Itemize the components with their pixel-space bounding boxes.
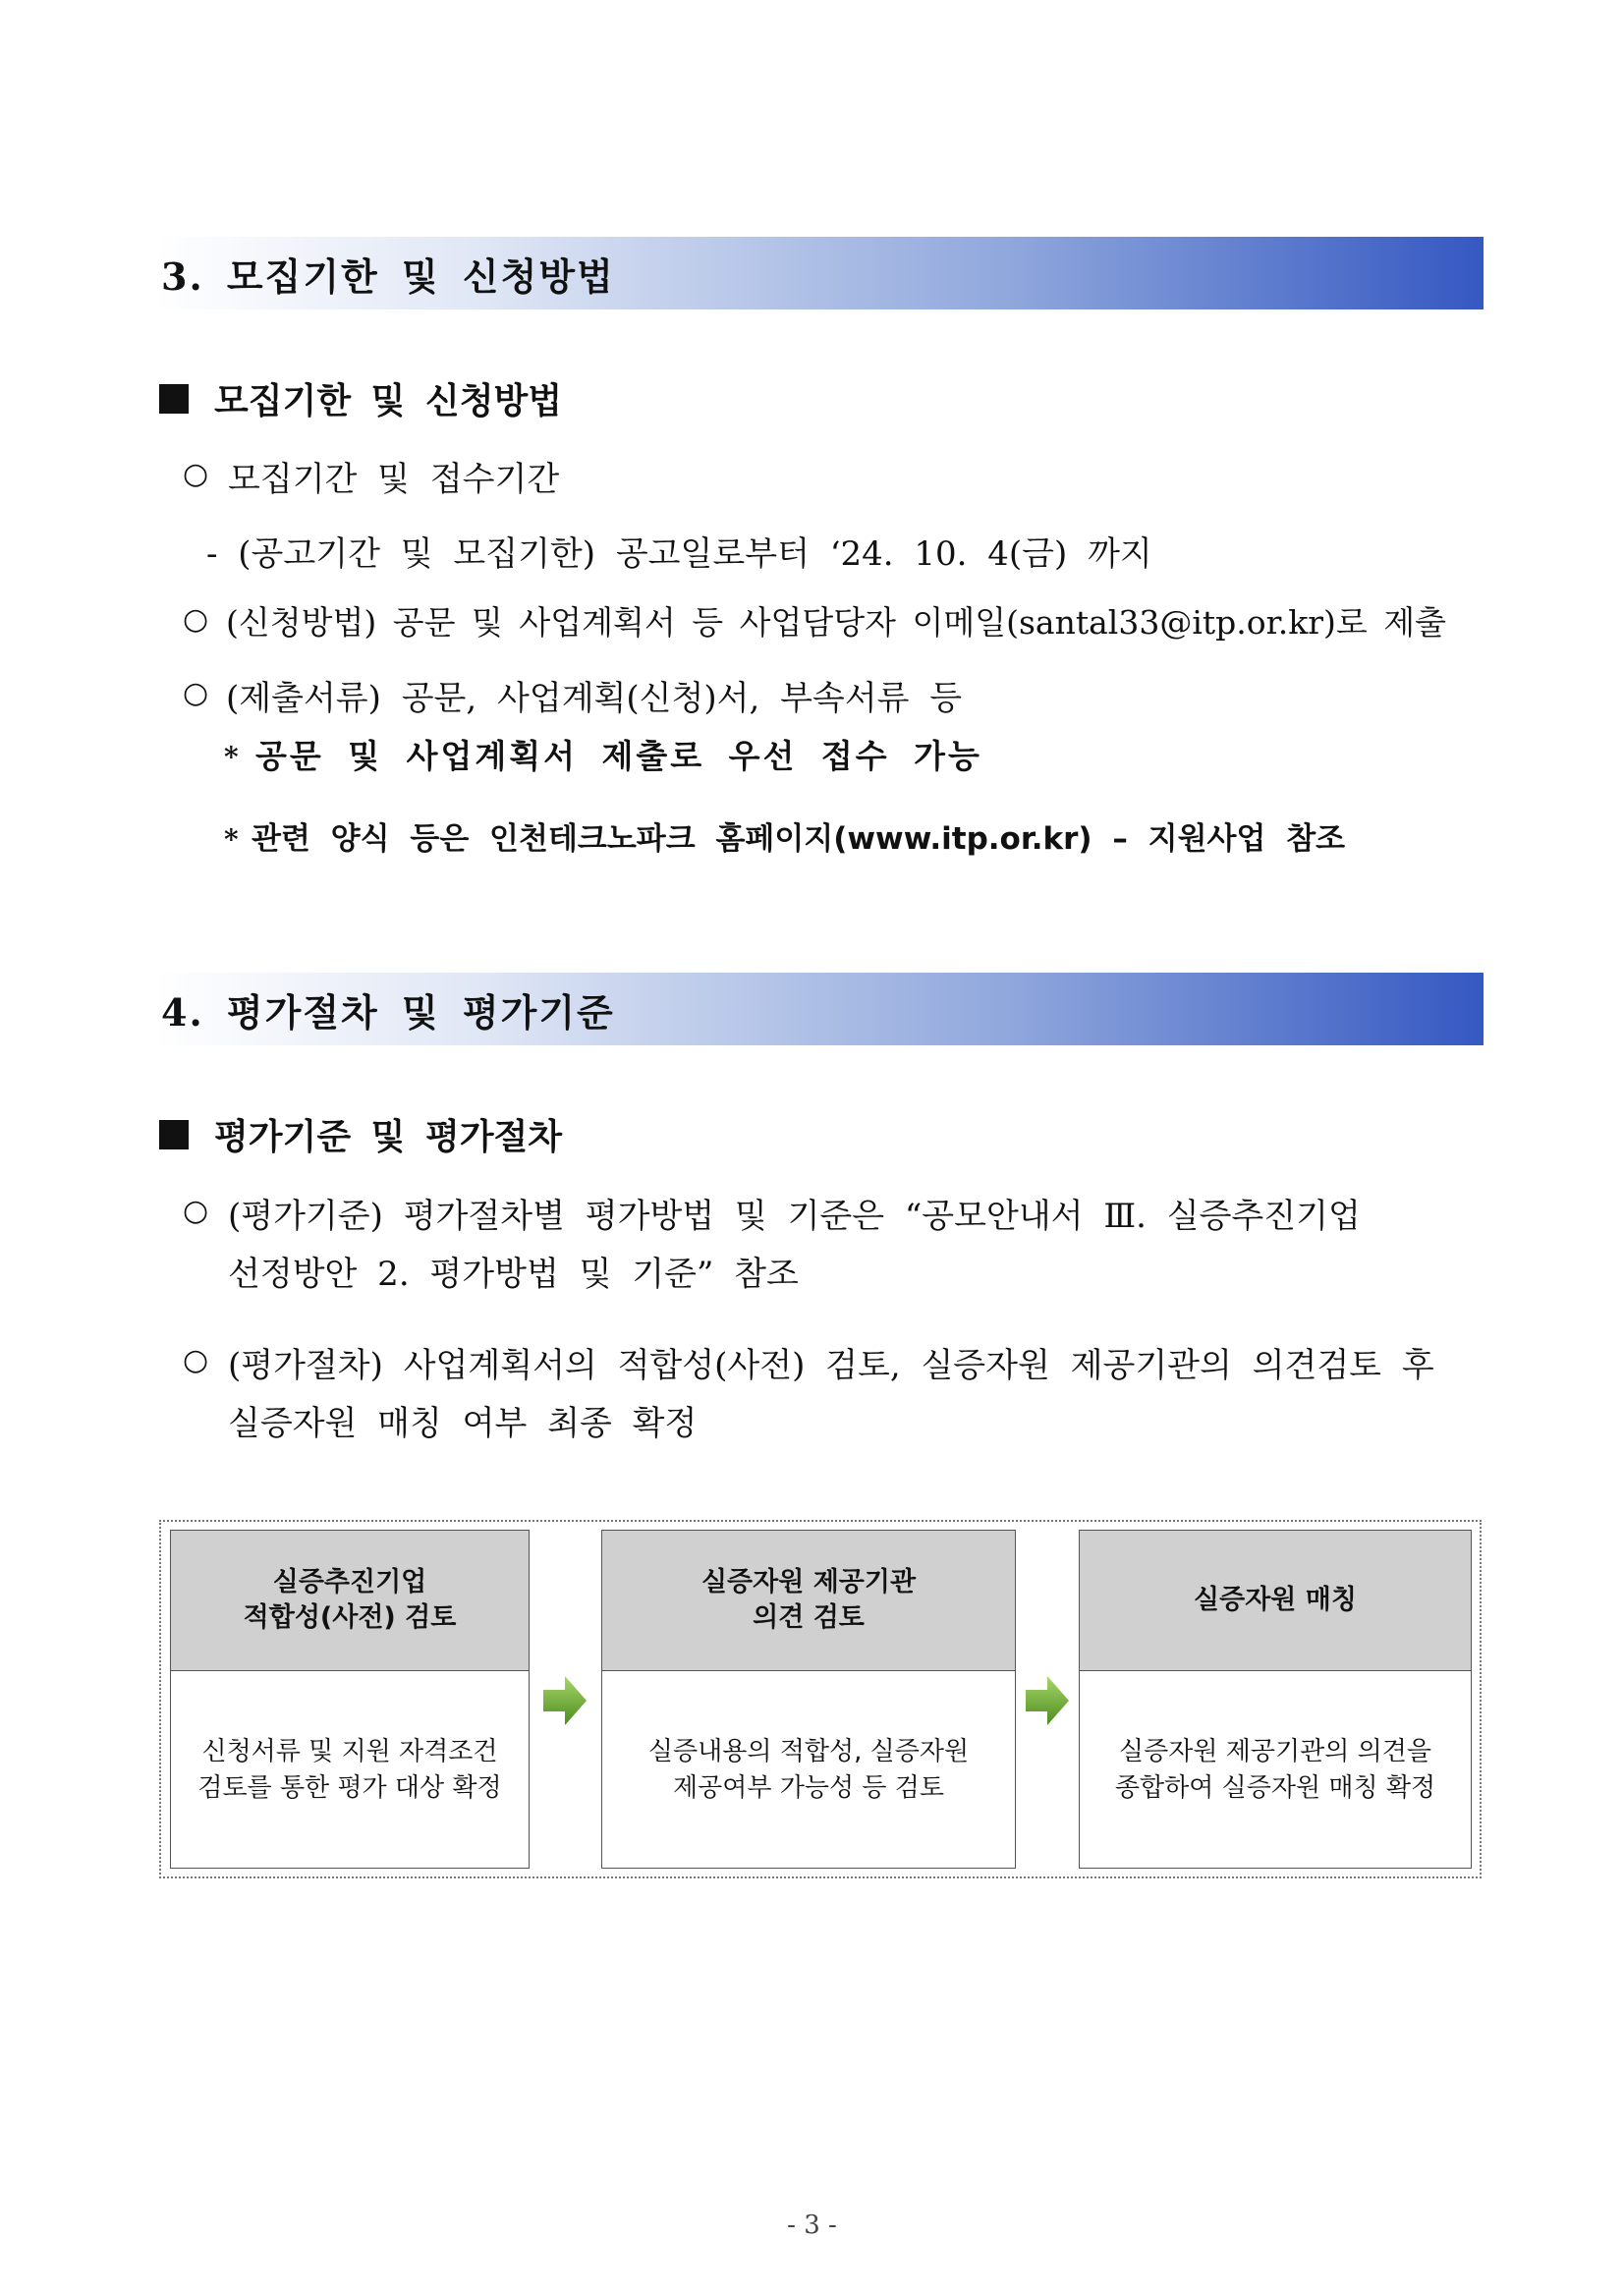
circle-bullet-icon: ○ xyxy=(183,1343,209,1377)
s3-bullet-1: 모집기간 및 접수기간 xyxy=(228,460,560,499)
flow-step-3-head xyxy=(1080,1531,1471,1671)
flow-step-1-head xyxy=(171,1531,529,1671)
flow-step-1-head-line-2: 적합성(사전) 검토 xyxy=(243,1602,457,1633)
flow-step-3-body-line-2: 종합하여 실증자원 매칭 확정 xyxy=(1114,1772,1436,1803)
square-bullet-icon xyxy=(159,384,189,414)
right-arrow-icon xyxy=(543,1676,587,1725)
section-4-header xyxy=(155,973,1484,1045)
flow-step-2-head-line-1: 실증자원 제공기관 xyxy=(700,1567,917,1597)
flow-step-2-head-line-2: 의견 검토 xyxy=(753,1602,865,1633)
section-3-header xyxy=(155,237,1484,309)
right-arrow-icon xyxy=(1026,1676,1069,1725)
flow-step-3-body-line-1: 실증자원 제공기관의 의견을 xyxy=(1119,1736,1431,1766)
s3-note-2: 관련 양식 등은 인천테크노파크 홈페이지(www.itp.or.kr) – 지원사업 참조 xyxy=(252,821,1346,857)
s3-bullet-2: (신청방법) 공문 및 사업계획서 등 사업담당자 이메일(santal33@itp.or.kr)로 제출 xyxy=(226,603,1447,642)
circle-bullet-icon: ○ xyxy=(183,602,209,637)
square-bullet-icon xyxy=(159,1120,189,1149)
flow-step-2-head xyxy=(602,1531,1015,1671)
flow-step-2-body-line-2: 제공여부 가능성 등 검토 xyxy=(673,1772,944,1803)
section-3-title: 3. 모집기한 및 신청방법 xyxy=(161,253,615,299)
flow-step-2-body-line-1: 실증내용의 적합성, 실증자원 xyxy=(647,1736,970,1766)
flow-step-1-body-line-2: 검토를 통한 평가 대상 확정 xyxy=(197,1772,502,1803)
section-4-subhead xyxy=(159,1109,562,1159)
flow-step-3-body xyxy=(1080,1671,1471,1869)
s3-bullet-3: (제출서류) 공문, 사업계획(신청)서, 부속서류 등 xyxy=(226,679,963,718)
asterisk-icon: * xyxy=(224,741,239,773)
flow-step-2-body xyxy=(602,1671,1015,1869)
section-3-subhead-text: 모집기한 및 신청방법 xyxy=(214,380,563,421)
flow-step-1 xyxy=(170,1530,530,1869)
page-number: - 3 - xyxy=(787,2211,837,2240)
flow-step-1-body-line-1: 신청서류 및 지원 자격조건 xyxy=(201,1736,498,1766)
s4-bullet-2-line-2: 실증자원 매칭 여부 최종 확정 xyxy=(228,1404,698,1443)
flow-step-1-body xyxy=(171,1671,529,1869)
flow-step-3-head-line-1: 실증자원 매칭 xyxy=(1194,1585,1357,1615)
circle-bullet-icon: ○ xyxy=(183,457,209,491)
s3-bullet-1-sub: - (공고기간 및 모집기한) 공고일로부터 ‘24. 10. 4(금) 까지 xyxy=(206,534,1152,574)
flow-step-2 xyxy=(601,1530,1016,1869)
flow-step-1-head-line-1: 실증추진기업 xyxy=(272,1567,427,1597)
section-3-subhead xyxy=(159,373,562,423)
s4-bullet-2-line-1: (평가절차) 사업계획서의 적합성(사전) 검토, 실증자원 제공기관의 의견검토 후 xyxy=(228,1346,1434,1385)
section-4-title: 4. 평가절차 및 평가기준 xyxy=(161,989,615,1035)
s4-bullet-1-line-1: (평가기준) 평가절차별 평가방법 및 기준은 “공모안내서 Ⅲ. 실증추진기업 xyxy=(228,1197,1361,1236)
asterisk-icon: * xyxy=(224,823,239,856)
circle-bullet-icon: ○ xyxy=(183,1194,209,1228)
section-4-subhead-text: 평가기준 및 평가절차 xyxy=(214,1116,563,1157)
s4-bullet-1-line-2: 선정방안 2. 평가방법 및 기준” 참조 xyxy=(228,1255,799,1294)
s3-note-1: 공문 및 사업계획서 제출로 우선 접수 가능 xyxy=(255,737,982,775)
circle-bullet-icon: ○ xyxy=(183,676,209,710)
flow-step-3 xyxy=(1079,1530,1472,1869)
